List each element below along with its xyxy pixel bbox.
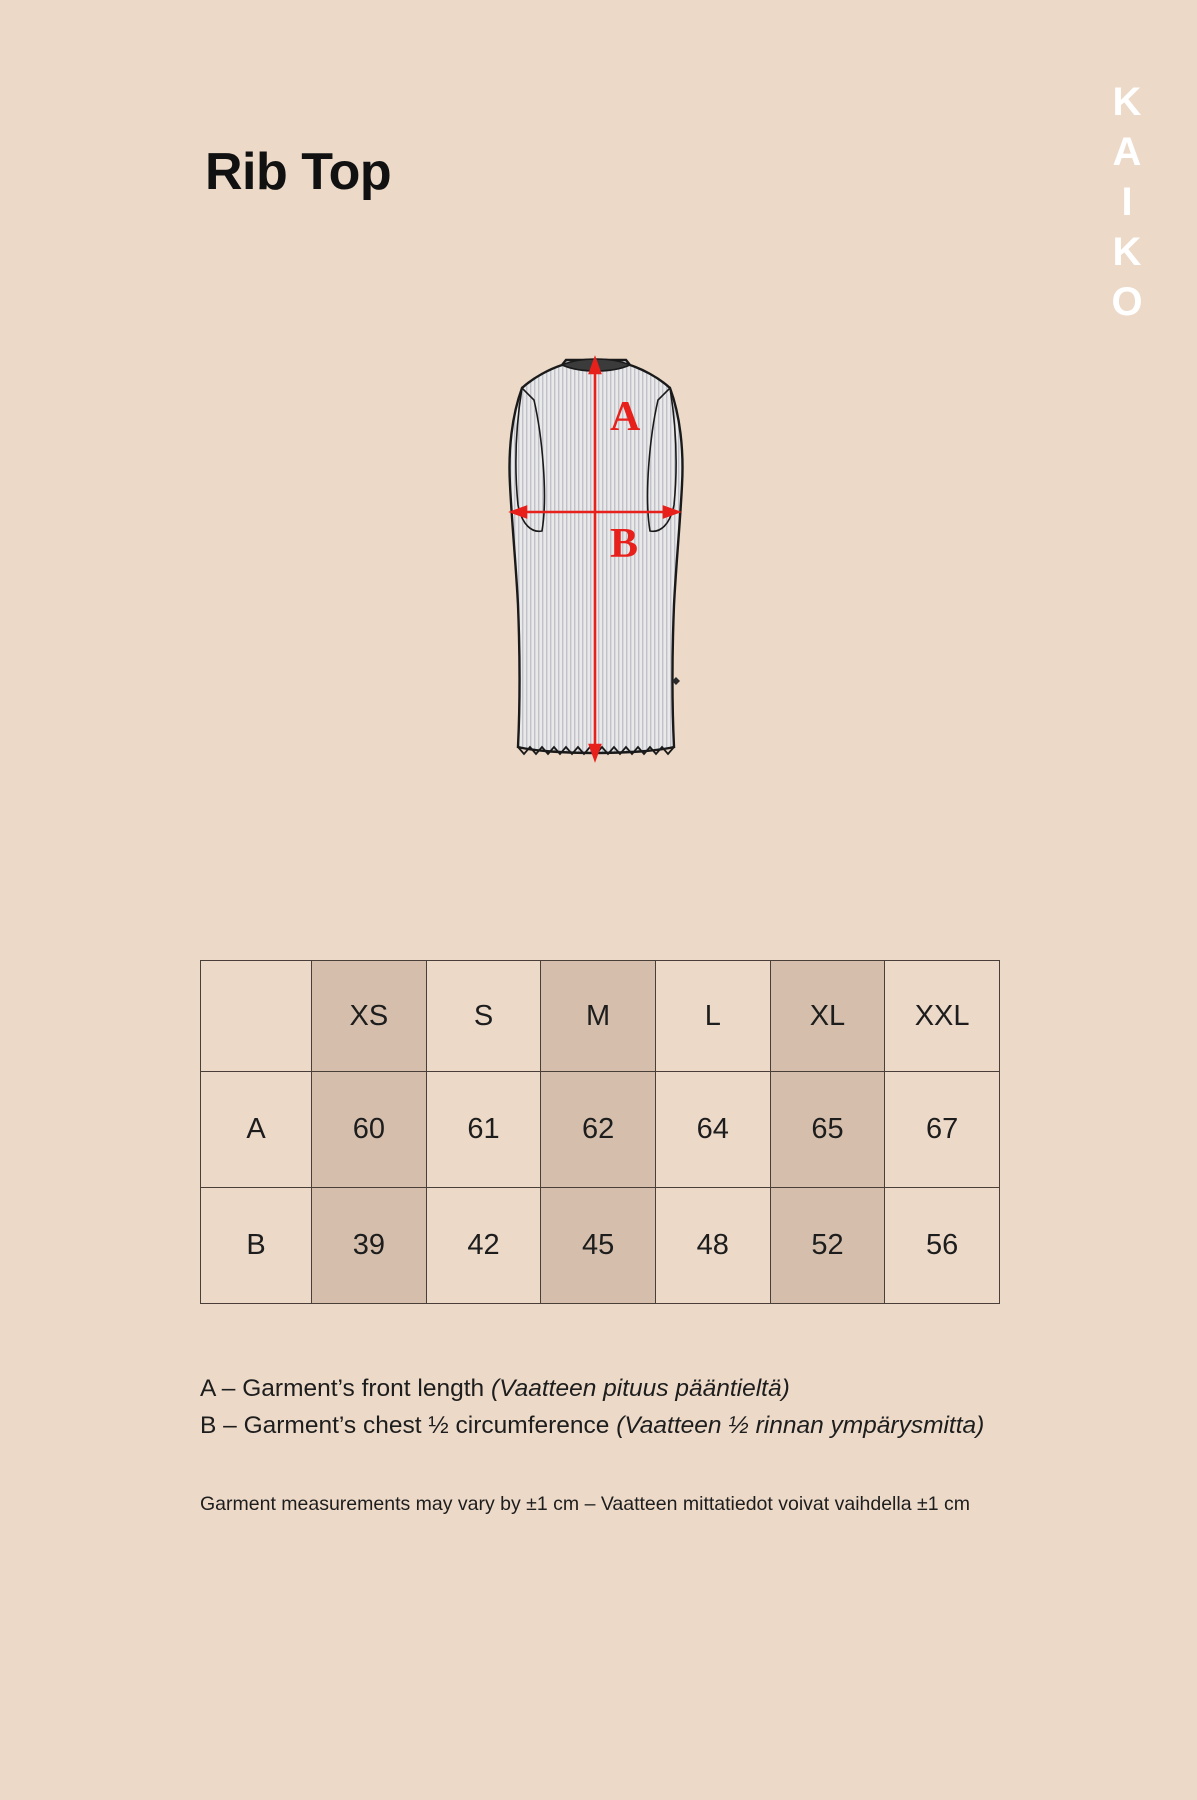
cell-b-xs: 39 [312,1188,427,1304]
legend-b-english: B – Garment’s chest ½ circumference [200,1412,610,1440]
size-header-l: L [655,961,770,1072]
table-row [201,1072,1000,1188]
label-b-text: B [610,521,639,567]
cell-b-xl: 52 [770,1188,885,1304]
garment-illustration [430,355,760,795]
cell-a-s: 61 [426,1072,541,1188]
size-header-s: S [426,961,541,1072]
measurement-disclaimer: Garment measurements may vary by ±1 cm – Vaatteen mittatiedot voivat vaihdella ±1 cm [200,1493,970,1515]
cell-a-xl: 65 [770,1072,885,1188]
size-header-xxl: XXL [885,961,1000,1072]
label-a-text: A [610,394,641,440]
cell-a-xxl: 67 [885,1072,1000,1188]
cell-b-xxl: 56 [885,1188,1000,1304]
page-title: Rib Top [205,143,392,201]
size-header-xs: XS [312,961,427,1072]
table-row [201,1188,1000,1304]
legend-line-a [200,1370,1060,1407]
cell-a-m: 62 [541,1072,656,1188]
legend-a-english: A – Garment’s front length [200,1375,485,1402]
size-header-xl: XL [770,961,885,1072]
cell-b-m: 45 [541,1188,656,1304]
size-chart-table [200,960,1000,1304]
row-label-a: A [201,1072,312,1188]
row-label-b: B [201,1188,312,1304]
legend [200,1370,1060,1444]
cell-a-xs: 60 [312,1072,427,1188]
size-header-m: M [541,961,656,1072]
table-corner-cell [201,961,312,1072]
brand-wordmark: KAIKO [1105,80,1149,330]
table-header-row [201,961,1000,1072]
legend-b-finnish: (Vaatteen ½ rinnan ympärysmitta) [616,1412,985,1440]
cell-b-s: 42 [426,1188,541,1304]
legend-a-finnish: (Vaatteen pituus pääntieltä) [491,1375,790,1402]
cell-a-l: 64 [655,1072,770,1188]
cell-b-l: 48 [655,1188,770,1304]
legend-line-b [200,1407,1060,1444]
